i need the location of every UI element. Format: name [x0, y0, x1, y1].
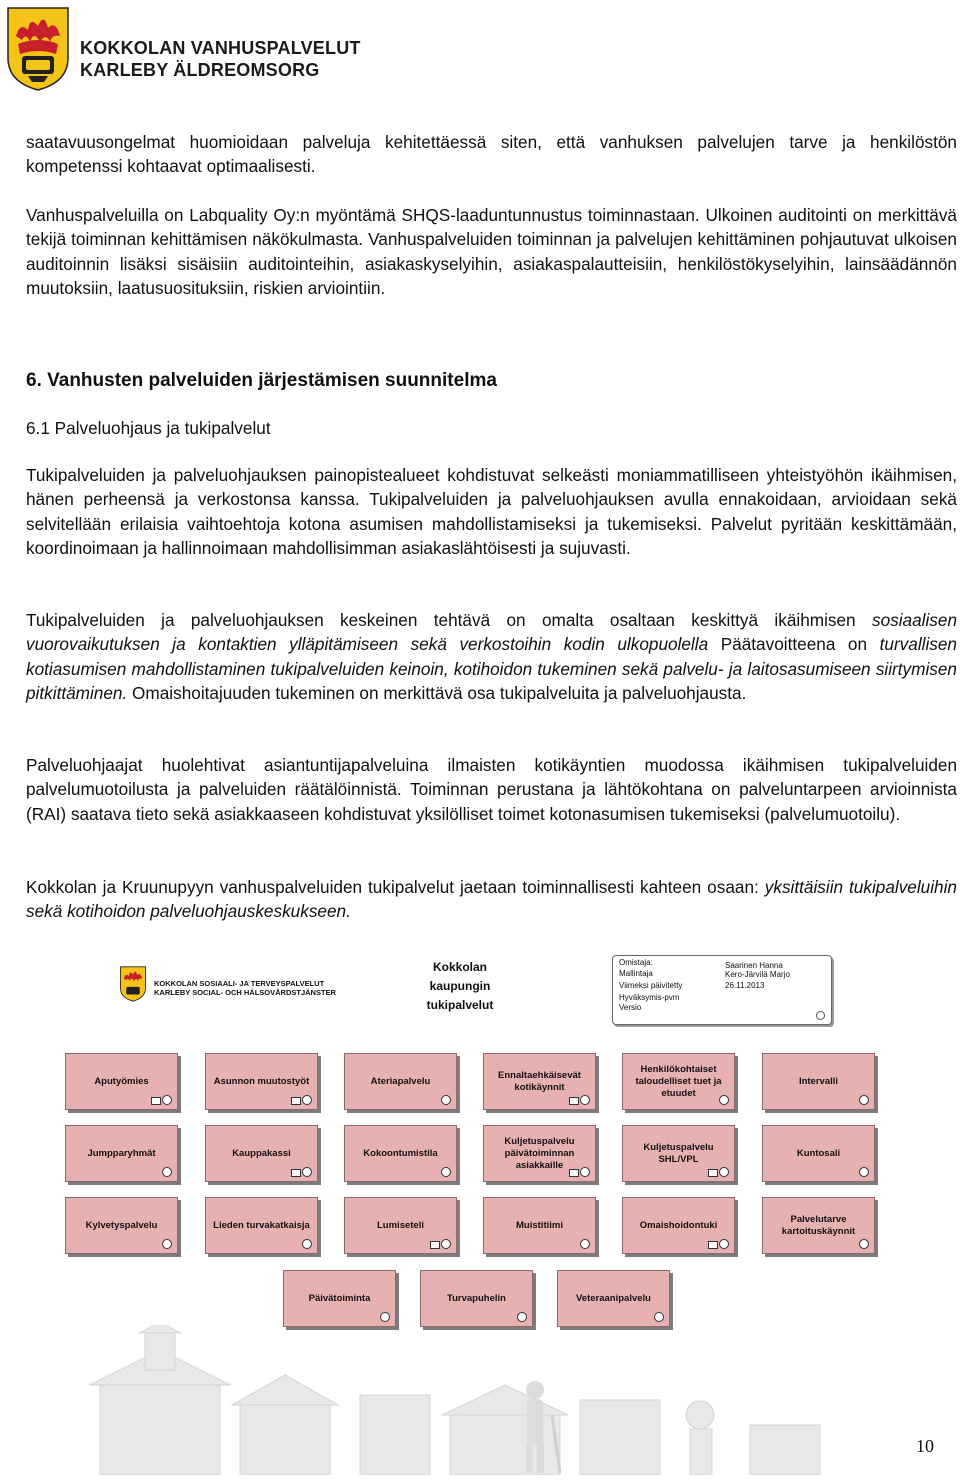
- service-box-label: Jumpparyhmät: [87, 1147, 156, 1159]
- service-box[interactable]: [483, 1125, 596, 1182]
- service-box-label: Lieden turvakatkaisja: [213, 1219, 310, 1231]
- marker-icon: [380, 1312, 390, 1322]
- diagram-crest-logo: [118, 966, 148, 1002]
- paragraph-5: Palveluohjaajat huolehtivat asiantuntijapalveluina ilmaisten kotikäyntien muodossa ikäihmisen tukipalveluiden palvelumuotoilusta ja palveluiden räätälöinnistä. Toiminnan perustana ja lähtökohtana on palveluntarpeen arvioinnista (RAI) saatava tieto sekä asiakkaaseen kohdistuvat yksilölliset toimet kotonasumisen tukemiseksi (palvelumuotoilu).: [26, 755, 957, 824]
- service-box[interactable]: [283, 1270, 396, 1327]
- paragraph-3: Tukipalveluiden ja palveluohjauksen painopistealueet kohdistuvat selkeästi moniammatilliseen yhteistyöhön ikäihmisen, hänen perheensä ja verkostonsa kanssa. Tukipalveluiden ja palveluohjauksen avulla ennakoidaan, arvioidaan sekä selvitellään erilaisia vaihtoehtoja kotona asumisen mahdollistamiseksi ja tukemiseksi. Palvelut pyritään keskittämään, koordinoimaan ja hallinnoimaan mahdollisimman asiakaslähtöisesti ja sujuvasti.: [26, 465, 957, 558]
- service-box-label: Henkilökohtaiset taloudelliset tuet ja etuudet: [635, 1063, 722, 1099]
- service-box-label: Turvapuhelin: [447, 1292, 506, 1304]
- marker-icon: [441, 1095, 451, 1105]
- service-box[interactable]: [344, 1125, 457, 1182]
- paragraph-4-part-e: Omaishoitajuuden tukeminen on merkittävä osa tukipalveluita ja palveluohjausta.: [132, 682, 747, 703]
- marker-icon: [441, 1239, 451, 1249]
- service-box-label: Palvelutarve kartoituskäynnit: [781, 1213, 856, 1237]
- marker-icon: [162, 1095, 172, 1105]
- service-box[interactable]: [762, 1053, 875, 1110]
- diagram-org-line-2: KARLEBY SOCIAL- OCH HÄLSOVÅRDSTJÄNSTER: [154, 988, 336, 997]
- service-box-label: Veteraanipalvelu: [576, 1292, 651, 1304]
- service-box[interactable]: [483, 1197, 596, 1254]
- service-box-label: Kauppakassi: [232, 1147, 291, 1159]
- service-box[interactable]: [622, 1197, 735, 1254]
- info-label: Omistaja:: [619, 958, 653, 967]
- service-box-label: Kuntosali: [796, 1147, 841, 1159]
- marker-icon: [517, 1312, 527, 1322]
- paragraph-4-part-b: sosiaalisen vuorovaikutuksen ja kontaktien ylläpitämiseen sekä verkostoihin kodin ulkopuolella: [26, 610, 958, 655]
- service-box-label: Aputyömies: [94, 1075, 149, 1087]
- diagram-title: Kokkolan kaupungin tukipalvelut: [426, 960, 494, 1012]
- service-box-label: Kokoontumistila: [363, 1147, 438, 1159]
- info-marker-icon: [816, 1011, 825, 1020]
- link-icon: [708, 1241, 718, 1249]
- service-box-label: Omaishoidontuki: [639, 1219, 718, 1231]
- service-box[interactable]: [344, 1197, 457, 1254]
- marker-icon: [859, 1239, 869, 1249]
- section-heading-6-1: 6.1 Palveluohjaus ja tukipalvelut: [26, 418, 271, 438]
- info-label: Mallintaja: [619, 969, 653, 978]
- marker-icon: [719, 1167, 729, 1177]
- page-number: 10: [916, 1436, 934, 1456]
- marker-icon: [859, 1095, 869, 1105]
- paragraph-1: saatavuusongelmat huomioidaan palveluja kehitettäessä siten, että vanhuksen palvelujen tarve ja henkilöstön kompetenssi kohtaavat optimaalisesti.: [26, 132, 957, 177]
- info-value: 26.11.2013: [725, 981, 765, 990]
- service-box[interactable]: [762, 1125, 875, 1182]
- info-label: Viimeksi päivitetty: [619, 981, 683, 990]
- service-box[interactable]: [205, 1053, 318, 1110]
- service-box[interactable]: [762, 1197, 875, 1254]
- marker-icon: [162, 1167, 172, 1177]
- org-name-swedish: KARLEBY ÄLDREOMSORG: [80, 60, 320, 80]
- marker-icon: [719, 1095, 729, 1105]
- marker-icon: [302, 1167, 312, 1177]
- link-icon: [569, 1169, 579, 1177]
- diagram-info-box: [612, 955, 832, 1025]
- marker-icon: [580, 1095, 590, 1105]
- service-box-label: Päivätoiminta: [308, 1292, 371, 1304]
- marker-icon: [162, 1239, 172, 1249]
- marker-icon: [580, 1167, 590, 1177]
- link-icon: [291, 1169, 301, 1177]
- service-box[interactable]: [65, 1197, 178, 1254]
- link-icon: [708, 1169, 718, 1177]
- diagram-org-line-1: KOKKOLAN SOSIAALI- JA TERVEYSPALVELUT: [154, 979, 325, 988]
- service-box[interactable]: [205, 1125, 318, 1182]
- marker-icon: [302, 1239, 312, 1249]
- paragraph-2: Vanhuspalveluilla on Labquality Oy:n myöntämä SHQS-laaduntunnustus toiminnastaan. Ulkoinen auditointi on merkittävä tekijä toiminnan kehittämisen näkökulmasta. Vanhuspalveluiden toiminnan ja palvelujen kehittäminen pohjautuvat ulkoisen auditoinnin lisäksi sisäisiin auditointeihin, asiakaskyselyihin, asiakaspalautteisiin, henkilöstökyselyihin, lainsäädännön muutoksiin, laatusuosituksiin, riskien arviointiin.: [26, 205, 957, 298]
- service-box-label: Kuljetuspalvelu päivätoiminnan asiakkaille: [504, 1135, 575, 1171]
- marker-icon: [719, 1239, 729, 1249]
- service-box[interactable]: [344, 1053, 457, 1110]
- paragraph-6-part-b: yksittäisiin tukipalveluihin sekä kotihoidon palveluohjauskeskukseen.: [26, 877, 957, 922]
- link-icon: [151, 1097, 161, 1105]
- city-crest-logo: [6, 6, 70, 92]
- section-heading-6: 6. Vanhusten palveluiden järjestämisen suunnitelma: [26, 370, 497, 391]
- marker-icon: [654, 1312, 664, 1322]
- paragraph-6: [26, 875, 957, 924]
- service-box-label: Ennaltaehkäisevät kotikäynnit: [498, 1069, 581, 1093]
- info-label: Hyväksymis-pvm: [619, 993, 680, 1002]
- service-box[interactable]: [65, 1125, 178, 1182]
- service-box[interactable]: [205, 1197, 318, 1254]
- service-box-label: Intervalli: [798, 1075, 839, 1087]
- service-box-label: Lumiseteli: [377, 1219, 424, 1231]
- service-box-label: Asunnon muutostyöt: [213, 1075, 310, 1087]
- marker-icon: [580, 1239, 590, 1249]
- marker-icon: [302, 1095, 312, 1105]
- paragraph-6-part-a: Kokkolan ja Kruunupyyn vanhuspalveluiden tukipalvelut jaetaan toiminnallisesti kahteen osaan:: [26, 877, 759, 897]
- service-box-label: Ateriapalvelu: [370, 1075, 431, 1087]
- service-box-label: Muistitiimi: [516, 1219, 563, 1231]
- service-box[interactable]: [65, 1053, 178, 1110]
- link-icon: [430, 1241, 440, 1249]
- service-box[interactable]: [622, 1053, 735, 1110]
- service-box[interactable]: [420, 1270, 533, 1327]
- service-box[interactable]: [557, 1270, 670, 1327]
- decorative-town-illustration: [60, 1325, 830, 1475]
- info-value: Kero-Järvilä Marjo: [725, 970, 790, 979]
- paragraph-4-part-c: Päätavoitteena on: [720, 634, 868, 655]
- info-value: Saarinen Hanna: [725, 961, 783, 970]
- link-icon: [291, 1097, 301, 1105]
- marker-icon: [859, 1167, 869, 1177]
- service-box-label: Kylvetyspalvelu: [85, 1219, 158, 1231]
- marker-icon: [441, 1167, 451, 1177]
- service-box[interactable]: [622, 1125, 735, 1182]
- paragraph-4: [26, 608, 957, 705]
- org-name-finnish: KOKKOLAN VANHUSPALVELUT: [80, 38, 361, 58]
- service-box-label: Kuljetuspalvelu SHL/VPL: [643, 1141, 714, 1165]
- service-box[interactable]: [483, 1053, 596, 1110]
- link-icon: [569, 1097, 579, 1105]
- paragraph-4-part-d: turvallisen kotiasumisen mahdollistaminen tukipalveluiden keinoin, kotihoidon tukeminen sekä palvelu- ja laitosasumiseen siirtymisen pitkittäminen.: [26, 634, 957, 703]
- info-label: Versio: [619, 1003, 642, 1012]
- paragraph-4-part-a: Tukipalveluiden ja palveluohjauksen keskeinen tehtävä on omalta osaltaan keskittyä ikäihmisen: [26, 610, 856, 630]
